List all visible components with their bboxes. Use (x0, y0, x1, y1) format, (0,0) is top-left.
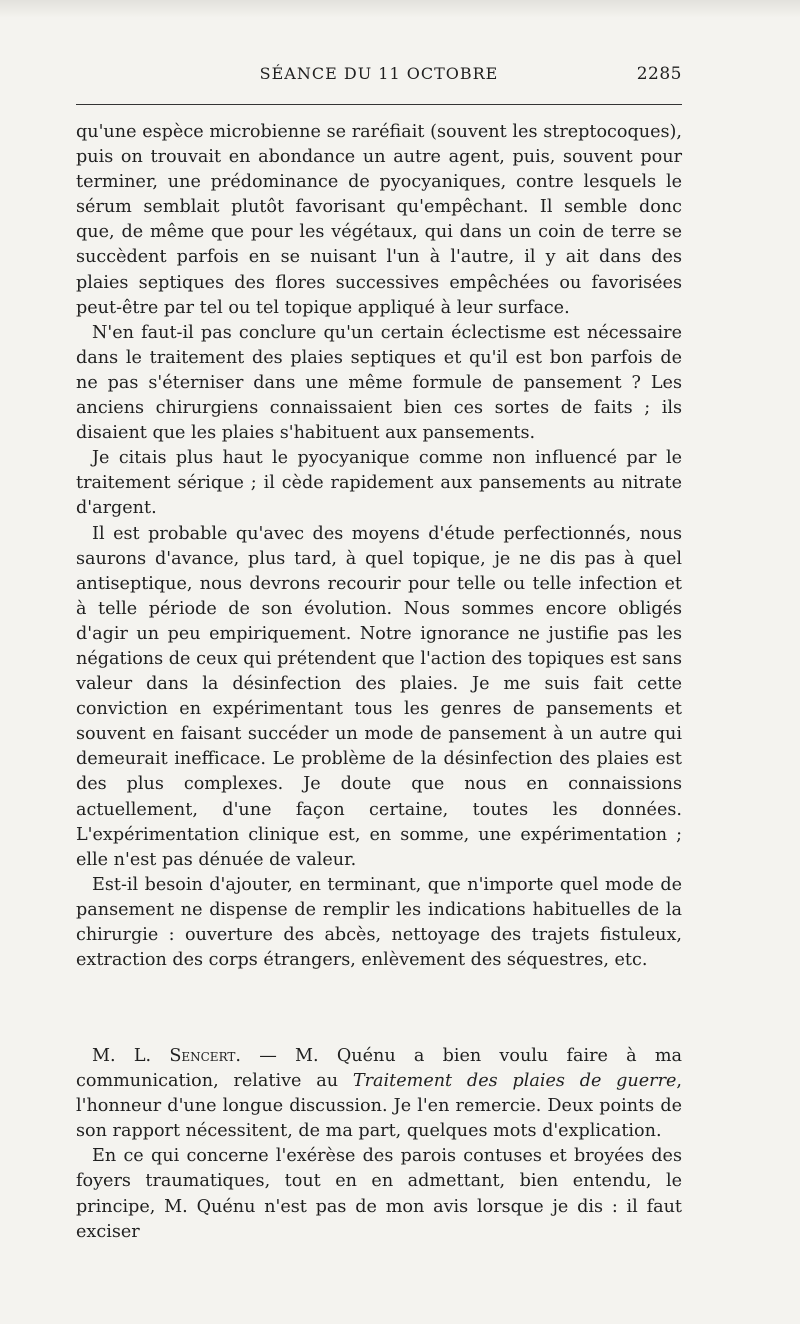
paragraph-3: Je citais plus haut le pyocyanique comme non influencé par le traitement sérique ; il cède rapidement aux pansements au nitrate d'argent. (76, 448, 682, 519)
article-title: Traitement des plaies de guerre (352, 1071, 677, 1092)
sencert-paragraph-2: En ce qui concerne l'exérèse des parois contuses et broyées des foyers traumatiques, tout en en admettant, bien entendu, le principe, M. Quénu n'est pas de mon avis lorsque je dis : il faut exciser (76, 1146, 682, 1242)
paragraph-2: N'en faut-il pas conclure qu'un certain éclectisme est nécessaire dans le traitement des plaies septiques et qu'il est bon parfois de ne pas s'éterniser dans une même formule de pansement ? Les anciens chirurgiens connaissaient bien ces sortes de faits ; ils disaient que les plaies s'habituent aux pansements. (76, 322, 682, 444)
page-number: 2285 (636, 64, 682, 84)
main-body (76, 120, 682, 973)
running-title: SÉANCE DU 11 OCTOBRE (259, 64, 499, 83)
running-header (76, 64, 682, 88)
sencert-section (76, 1044, 682, 1245)
speaker-prefix: M. L. (92, 1046, 170, 1066)
header-rule (76, 104, 682, 105)
p1-text-b: , l'honneur d'une longue discussion. Je l'en remercie. Deux points de son rapport nécessitent, de ma part, quelques mots d'explication. (76, 1071, 683, 1142)
speaker-name: Sencert. (169, 1046, 241, 1066)
paragraph-1: qu'une espèce microbienne se raréfiait (souvent les streptocoques), puis on trouvait en abondance un autre agent, puis, souvent pour terminer, une prédominance de pyocyaniques, contre lesquels le sérum semblait plutôt favorisant qu'empêchant. Il semble donc que, de même que pour les végétaux, qui dans un coin de terre se succèdent parfois en se nuisant l'un à l'autre, il y ait dans des plaies septiques des flores successives empêchées ou favorisées peut-être par tel ou tel topique appliqué à leur surface. (76, 122, 682, 318)
paragraph-4: Il est probable qu'avec des moyens d'étude perfectionnés, nous saurons d'avance, plus tard, à quel topique, je ne dis pas à quel antiseptique, nous devrons recourir pour telle ou telle infection et à telle période de son évolution. Nous sommes encore obligés d'agir un peu empiriquement. Notre ignorance ne justifie pas les négations de ceux qui prétendent que l'action des topiques est sans valeur dans la désinfection des plaies. Je me suis fait cette conviction en expérimentant tous les genres de pansements et souvent en faisant succéder un mode de pansement à un autre qui demeurait inefficace. Le problème de la désinfection des plaies est des plus complexes. Je doute que nous en connaissions actuellement, d'une façon certaine, toutes les données. L'expérimentation clinique est, en somme, une expérimentation ; elle n'est pas dénuée de valeur. (76, 523, 682, 870)
paragraph-5: Est-il besoin d'ajouter, en terminant, que n'importe quel mode de pansement ne dispense de remplir les indications habituelles de la chirurgie : ouverture des abcès, nettoyage des trajets fistuleux, extraction des corps étrangers, enlèvement des séquestres, etc. (76, 874, 682, 971)
scan-edge (0, 0, 800, 18)
p1-text-a: — M. Quénu a bien voulu faire à ma communication, relative au (76, 1046, 682, 1092)
sencert-paragraph-1 (76, 1044, 682, 1144)
